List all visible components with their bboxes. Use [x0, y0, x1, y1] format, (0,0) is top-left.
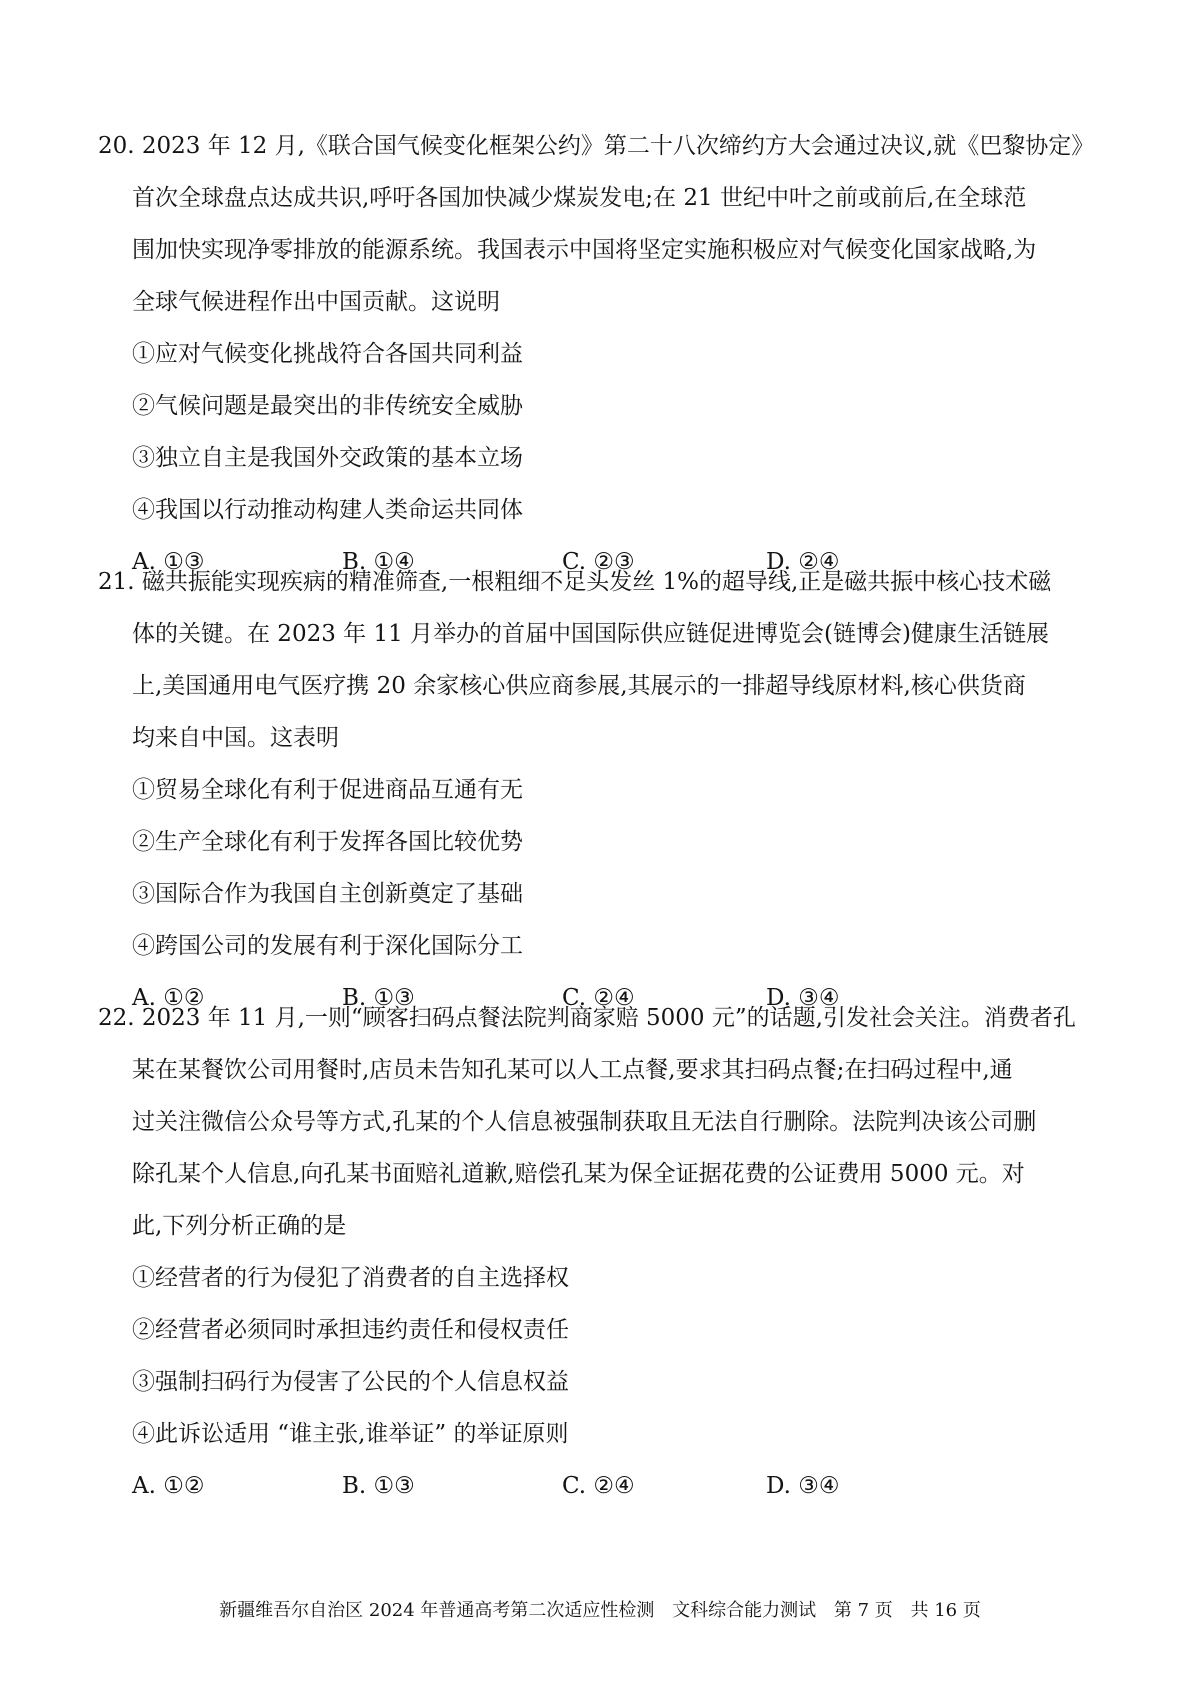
footer-total-pages: 共 16 页 — [910, 1600, 981, 1621]
statement-option: ③强制扫码行为侵害了公民的个人信息权益 — [132, 1369, 569, 1395]
statement-option: ④此诉讼适用 “谁主张,谁举证” 的举证原则 — [132, 1421, 569, 1447]
question-stem-line: 除孔某个人信息,向孔某书面赔礼道歉,赔偿孔某为保全证据花费的公证费用 5000 元。对 — [132, 1161, 1025, 1187]
answer-choices — [98, 1460, 1108, 1512]
question-22 — [98, 992, 1108, 1512]
question-stem-line: 上,美国通用电气医疗携 20 余家核心供应商参展,其展示的一排超导线原材料,核心供货商 — [132, 673, 1026, 699]
question-stem-line: 首次全球盘点达成共识,呼吁各国加快减少煤炭发电;在 21 世纪中叶之前或前后,在全球范 — [132, 185, 1027, 211]
choice-a: A. ①② — [132, 985, 205, 1011]
question-stem-line: 过关注微信公众号等方式,孔某的个人信息被强制获取且无法自行删除。法院判决该公司删 — [132, 1109, 1037, 1135]
choice-d: D. ③④ — [766, 985, 840, 1011]
footer-page-number: 第 7 页 — [833, 1600, 893, 1621]
statement-option: ①贸易全球化有利于促进商品互通有无 — [132, 777, 523, 803]
question-21 — [98, 556, 1108, 1024]
choice-c: C. ②③ — [562, 549, 635, 575]
question-20 — [98, 120, 1108, 588]
statement-option: ②气候问题是最突出的非传统安全威胁 — [132, 393, 523, 419]
question-stem-line: 20. 2023 年 12 月,《联合国气候变化框架公约》第二十八次缔约方大会通过决议,就《巴黎协定》 — [98, 133, 1095, 159]
question-stem-line: 全球气候进程作出中国贡献。这说明 — [132, 289, 500, 315]
choice-d: D. ③④ — [766, 1473, 840, 1499]
choice-c: C. ②④ — [562, 985, 635, 1011]
footer-subject: 文科综合能力测试 — [672, 1600, 817, 1621]
statement-option: ④我国以行动推动构建人类命运共同体 — [132, 497, 523, 523]
statement-option: ①经营者的行为侵犯了消费者的自主选择权 — [132, 1265, 569, 1291]
choice-b: B. ①④ — [342, 549, 415, 575]
footer-exam-title: 新疆维吾尔自治区 2024 年普通高考第二次适应性检测 — [219, 1600, 655, 1621]
statement-option: ③国际合作为我国自主创新奠定了基础 — [132, 881, 523, 907]
question-stem-line: 围加快实现净零排放的能源系统。我国表示中国将坚定实施积极应对气候变化国家战略,为 — [132, 237, 1037, 263]
choice-c: C. ②④ — [562, 1473, 635, 1499]
statement-option: ①应对气候变化挑战符合各国共同利益 — [132, 341, 523, 367]
choice-d: D. ②④ — [766, 549, 840, 575]
page-footer — [0, 1599, 1200, 1623]
choice-a: A. ①③ — [132, 549, 205, 575]
choice-a: A. ①② — [132, 1473, 205, 1499]
question-stem-line: 22. 2023 年 11 月,一则“顾客扫码点餐法院判商家赔 5000 元”的话题,引发社会关注。消费者孔 — [98, 1005, 1076, 1031]
statement-option: ②生产全球化有利于发挥各国比较优势 — [132, 829, 523, 855]
statement-option: ③独立自主是我国外交政策的基本立场 — [132, 445, 523, 471]
question-stem-line: 体的关键。在 2023 年 11 月举办的首届中国国际供应链促进博览会(链博会)健康生活链展 — [132, 621, 1049, 647]
statement-option: ④跨国公司的发展有利于深化国际分工 — [132, 933, 523, 959]
choice-b: B. ①③ — [342, 1473, 415, 1499]
statement-option: ②经营者必须同时承担违约责任和侵权责任 — [132, 1317, 569, 1343]
question-stem-line: 某在某餐饮公司用餐时,店员未告知孔某可以人工点餐,要求其扫码点餐;在扫码过程中,通 — [132, 1057, 1013, 1083]
question-stem-line: 21. 磁共振能实现疾病的精准筛查,一根粗细不足头发丝 1%的超导线,正是磁共振中核心技术磁 — [98, 569, 1052, 595]
question-stem-line: 均来自中国。这表明 — [132, 725, 339, 751]
choice-b: B. ①③ — [342, 985, 415, 1011]
question-stem-line: 此,下列分析正确的是 — [132, 1213, 347, 1239]
